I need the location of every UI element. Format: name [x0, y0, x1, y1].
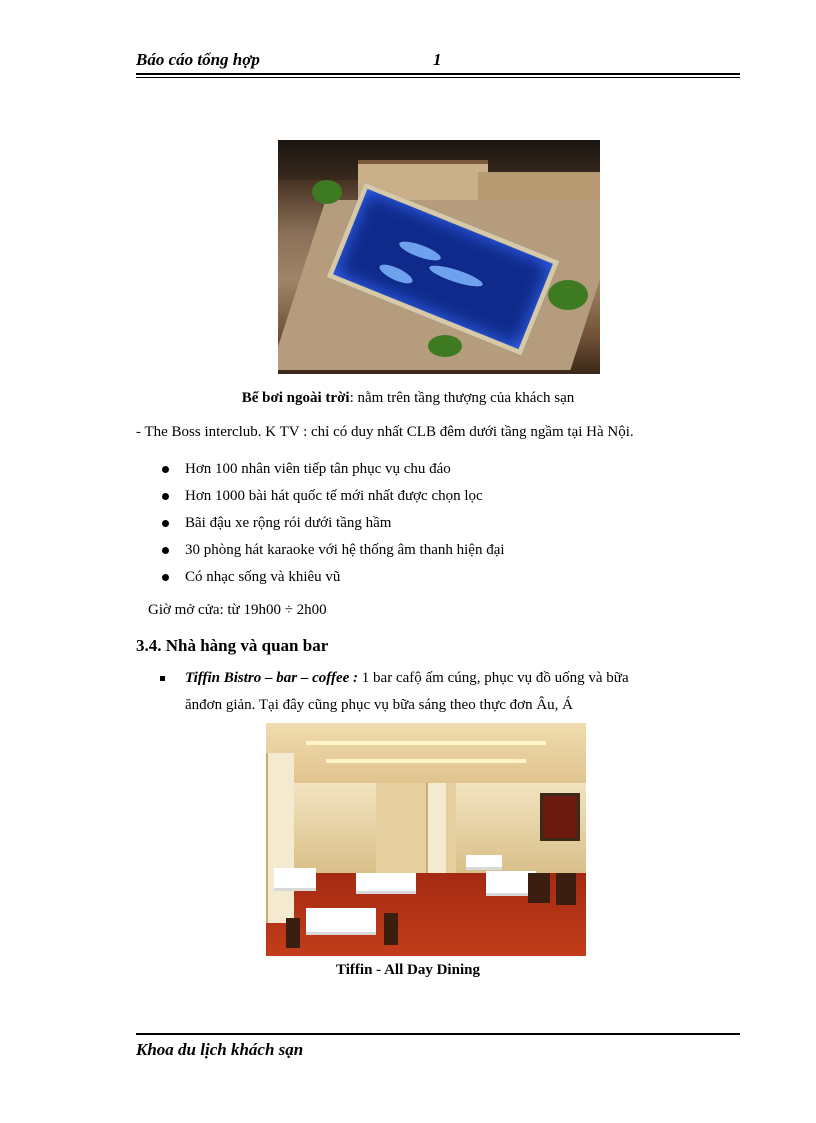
bullet-dot-icon [162, 574, 169, 581]
pool-caption-rest: : nằm trên tầng thượng của khách sạn [349, 390, 575, 406]
bullet-dot-icon [162, 466, 169, 473]
page-number: 1 [433, 50, 442, 69]
list-item-text: Có nhạc sống và khiêu vũ [185, 569, 341, 585]
bullet-dot-icon [162, 547, 169, 554]
header-rule-thick [136, 73, 740, 75]
opening-hours: Giờ mở cửa: từ 19h00 ÷ 2h00 [148, 602, 327, 618]
restaurant-photo [266, 723, 586, 956]
feature-list [160, 456, 505, 591]
pool-caption [0, 390, 816, 407]
list-item-text: 30 phòng hát karaoke với hệ thống âm thanh hiện đại [185, 542, 505, 558]
list-item [160, 456, 505, 483]
section-heading: 3.4. Nhà hàng và quan bar [136, 636, 329, 655]
bullet-dot-icon [162, 493, 169, 500]
square-bullet-icon [160, 676, 165, 681]
list-item-text: Hơn 100 nhân viên tiếp tân phục vụ chu đáo [185, 461, 451, 477]
footer-text: Khoa du lịch khách sạn [136, 1040, 304, 1059]
intro-paragraph: - The Boss interclub. K TV : chỉ có duy nhất CLB đêm dưới tầng ngầm tại Hà Nội. [136, 424, 634, 440]
page-header [136, 48, 740, 74]
tiffin-line-1 [185, 670, 629, 687]
list-item-text: Hơn 1000 bài hát quốc tế mới nhất được chọn lọc [185, 488, 483, 504]
list-item [160, 483, 505, 510]
list-item [160, 564, 505, 591]
header-rule-thin [136, 77, 740, 78]
list-item-text: Bãi đậu xe rộng rói dưới tầng hầm [185, 515, 392, 531]
bullet-dot-icon [162, 520, 169, 527]
pool-caption-bold: Bể bơi ngoài trời [241, 390, 350, 406]
header-title: Báo cáo tổng hợp [136, 50, 260, 69]
tiffin-name: Tiffin Bistro – bar – coffee : [185, 670, 359, 686]
restaurant-caption: Tiffin - All Day Dining [336, 962, 480, 978]
footer-rule [136, 1033, 740, 1035]
list-item [160, 510, 505, 537]
tiffin-desc-1: 1 bar cafộ ấm cúng, phục vụ đồ uống và bữa [358, 670, 629, 686]
list-item [160, 537, 505, 564]
tiffin-line-2: ănđơn giản. Tại đây cũng phục vụ bữa sáng theo thực đơn Âu, Á [185, 697, 574, 713]
pool-photo [278, 140, 600, 374]
